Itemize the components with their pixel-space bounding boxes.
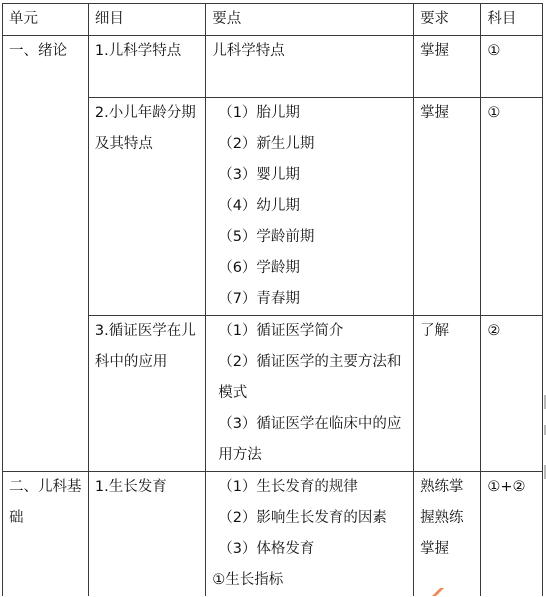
point-item: （6）学龄期 <box>218 260 300 276</box>
subject-cell: ①+② <box>481 472 543 597</box>
table-row <box>3 472 543 597</box>
point-item: （3）体格发育 <box>218 541 315 557</box>
points-cell <box>206 316 414 472</box>
detail-cell: 3.循证医学在儿科中的应用 <box>88 316 205 472</box>
requirement-cell: 掌握 <box>414 98 481 316</box>
header-points: 要点 <box>206 4 414 36</box>
point-item: （3）婴儿期 <box>218 167 300 183</box>
point-item: （2）循证医学的主要方法和模式 <box>218 354 402 401</box>
point-item: ①生长指标 <box>212 572 284 588</box>
points-cell <box>206 472 414 597</box>
subject-cell: ① <box>481 36 543 98</box>
point-item: 儿科学特点 <box>212 43 285 59</box>
syllabus-table <box>2 3 543 596</box>
cursor-mark <box>432 588 444 596</box>
table-header-row <box>3 4 543 36</box>
detail-cell: 2.小儿年龄分期及其特点 <box>88 98 205 316</box>
requirement-cell: 了解 <box>414 316 481 472</box>
requirement-cell: 熟练掌握熟练掌握 <box>414 472 481 597</box>
table-row <box>3 36 543 98</box>
header-requirement: 要求 <box>414 4 481 36</box>
detail-cell: 1.生长发育 <box>88 472 205 597</box>
header-detail: 细目 <box>88 4 205 36</box>
point-item: （7）青春期 <box>218 291 300 307</box>
point-item: （4）幼儿期 <box>218 198 300 214</box>
subject-cell: ① <box>481 98 543 316</box>
header-subject: 科目 <box>481 4 543 36</box>
detail-cell: 1.儿科学特点 <box>88 36 205 98</box>
points-cell <box>206 36 414 98</box>
point-item: （5）学龄前期 <box>218 229 315 245</box>
subject-cell: ② <box>481 316 543 472</box>
point-item: （2）新生儿期 <box>218 136 315 152</box>
unit-cell: 一、绪论 <box>3 36 89 472</box>
requirement-cell: 掌握 <box>414 36 481 98</box>
point-item: （1）循证医学简介 <box>218 323 344 339</box>
point-item: （2）影响生长发育的因素 <box>218 510 387 526</box>
point-item: （3）循证医学在临床中的应用方法 <box>218 416 402 463</box>
points-cell <box>206 98 414 316</box>
unit-cell: 二、儿科基础 <box>3 472 89 597</box>
point-item: （1）胎儿期 <box>218 105 300 121</box>
point-item: （1）生长发育的规律 <box>218 479 358 495</box>
header-unit: 单元 <box>3 4 89 36</box>
